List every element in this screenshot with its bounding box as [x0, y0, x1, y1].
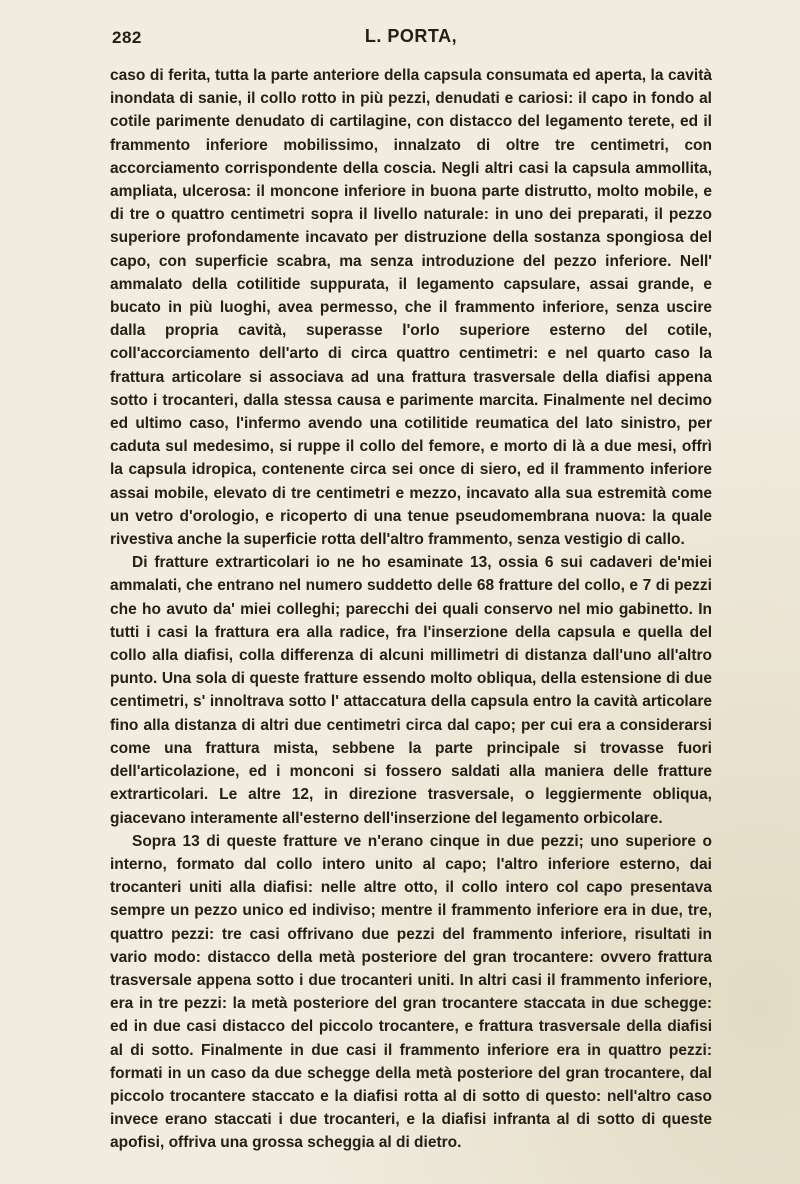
page-number: 282	[112, 28, 142, 47]
body-text	[110, 64, 712, 1155]
paragraph-1: caso di ferita, tutta la parte anteriore della capsula consumata ed aperta, la cavità inondata di sanie, il collo rotto in più pezzi, denudati e cariosi: il capo in fondo al cotile parimente denudato di cartilagine, con distacco del legamento terete, ed il frammento inferiore mobilissimo, innalzato di oltre tre centimetri, con accorciamento corrispondente della coscia. Negli altri casi la capsula ammollita, ampliata, ulcerosa: il moncone inferiore in buona parte distrutto, molto mobile, e di tre o quattro centimetri sopra il livello naturale: in uno dei preparati, il pezzo superiore profondamente incavato per distruzione della sostanza spongiosa del capo, con superficie scabra, ma senza introduzione del pezzo inferiore. Nell' ammalato della cotilitide suppurata, il legamento capsulare, assai grande, e bucato in più luoghi, avea permesso, che il frammento inferiore, senza uscire dalla propria cavità, superasse l'orlo superiore esterno del cotile, coll'accorciamento dell'arto di circa quattro centimetri: e nel quarto caso la frattura articolare si associava ad una frattura trasversale della diafisi appena sotto i trocanteri, dalla stessa causa e parimente marcita. Finalmente nel decimo ed ultimo caso, l'infermo avendo una cotilitide reumatica del lato sinistro, per caduta sul medesimo, si ruppe il collo del femore, e morto di là a due mesi, offrì la capsula idropica, contenente circa sei once di siero, ed il frammento inferiore assai mobile, elevato di tre centimetri e mezzo, incavato alla sua estremità come un vetro d'orologio, e ricoperto di una tenue pseudomembrana nuova: la quale rivestiva anche la superficie rotta dell'altro frammento, senza vestigio di callo.	[110, 67, 712, 549]
page-header	[112, 22, 710, 50]
paragraph-2: Di fratture extrarticolari io ne ho esaminate 13, ossia 6 sui cadaveri de'miei ammalati, che entrano nel numero suddetto delle 68 fratture del collo, e 7 di pezzi che ho avuto da' miei colleghi; parecchi dei quali conservo nel mio gabinetto. In tutti i casi la frattura era alla radice, fra l'inserzione della capsula e quella del collo alla diafisi, colla differenza di alcuni millimetri di distanza dall'uno all'altro punto. Una sola di queste fratture essendo molto obliqua, della estensione di due centimetri, s' innoltrava sotto l' attaccatura della capsula entro la cavità articolare fino alla distanza di altri due centimetri circa dal capo; per cui era a considerarsi come una frattura mista, sebbene la parte principale si trovasse fuori dell'articolazione, ed i monconi si fossero saldati alla maniera delle fratture extrarticolari. Le altre 12, in direzione trasversale, o leggiermente obliqua, giacevano interamente all'esterno dell'inserzione del legamento orbicolare.	[110, 554, 712, 827]
running-head: L. PORTA,	[364, 26, 458, 46]
paragraph-3: Sopra 13 di queste fratture ve n'erano cinque in due pezzi; uno superiore o interno, formato dal collo intero unito al capo; l'altro inferiore esterno, dai trocanteri uniti alla diafisi: nelle altre otto, il collo intero col capo presentava sempre un pezzo unico ed indiviso; mentre il frammento inferiore era in due, tre, quattro pezzi: tre casi offrivano due pezzi del frammento inferiore, risultati in vario modo: distacco della metà posteriore del gran trocantere: ovvero frattura trasversale appena sotto i due trocanteri uniti. In altri casi il frammento inferiore, era in tre pezzi: la metà posteriore del gran trocantere staccata in due schegge: ed in due casi distacco del piccolo trocantere, e frattura trasversale della diafisi al di sotto. Finalmente in due casi il frammento inferiore era in quattro pezzi: formati in un caso da due schegge della metà posteriore del gran trocantere, dal piccolo trocantere staccato e la diafisi rotta al di sotto di questo: nell'altro caso invece erano staccati i due trocanteri, e la diafisi infranta al di sotto di queste apofisi, offriva una grossa scheggia al di dietro.	[110, 832, 712, 1152]
